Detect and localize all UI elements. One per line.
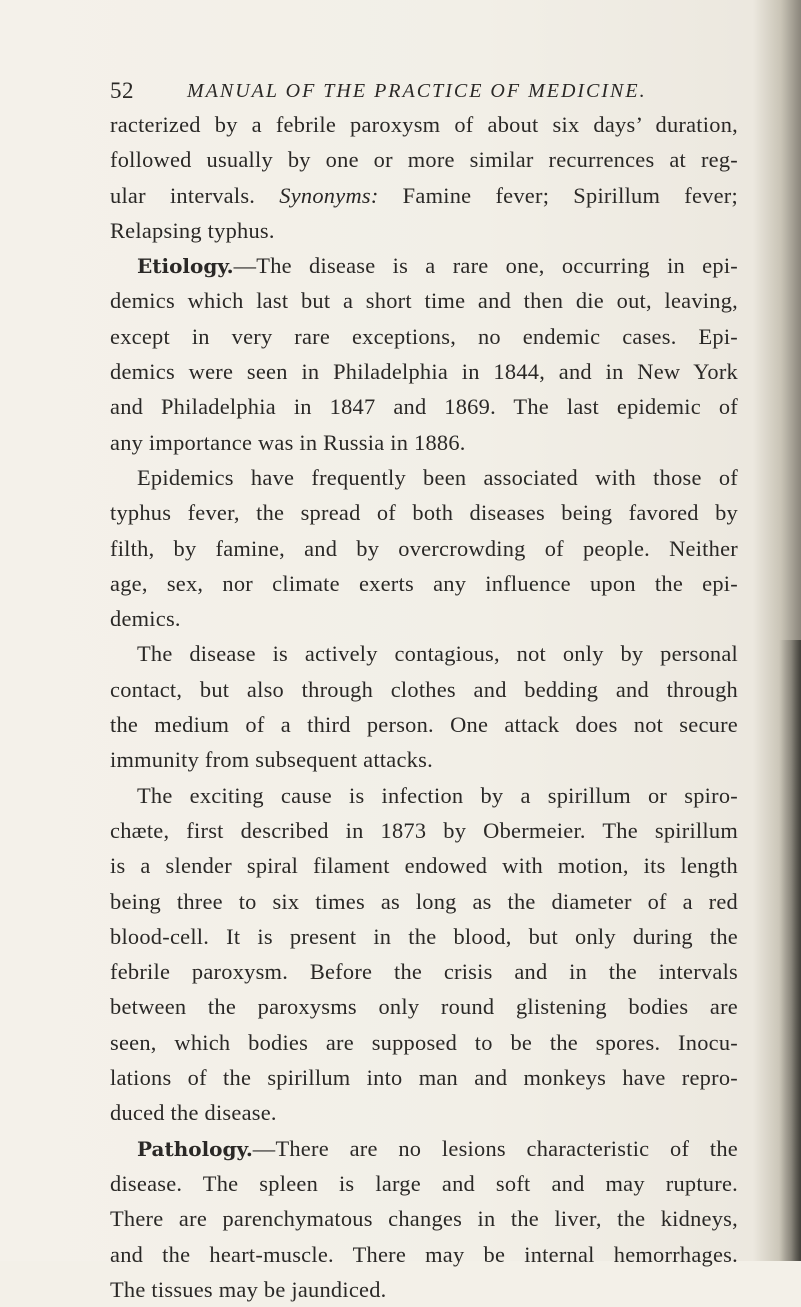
text-line: age, sex, nor climate exerts any influence upon the epi- bbox=[110, 570, 738, 596]
page-number: 52 bbox=[110, 78, 134, 103]
text-line bbox=[110, 1131, 738, 1166]
text-line: disease. The spleen is large and soft and may rupture. bbox=[110, 1170, 738, 1196]
text-line bbox=[110, 248, 738, 283]
text-line: demics were seen in Philadelphia in 1844, and in New York bbox=[110, 359, 738, 385]
text-line: filth, by famine, and by overcrowding of people. Neither bbox=[110, 535, 738, 561]
text-line: seen, which bodies are supposed to be the spores. Inocu- bbox=[110, 1029, 738, 1055]
synonyms-label: Synonyms: bbox=[279, 182, 379, 208]
pathology-heading: Pathology. bbox=[137, 1136, 253, 1161]
text-line: racterized by a febrile paroxysm of about six days’ duration, bbox=[110, 112, 738, 137]
text-line: duced the disease. bbox=[110, 1100, 277, 1126]
text-line: There are parenchymatous changes in the liver, the kidneys, bbox=[110, 1206, 738, 1232]
text-line: immunity from subsequent attacks. bbox=[110, 747, 433, 773]
text-line: being three to six times as long as the diameter of a red bbox=[110, 888, 738, 914]
text-line: except in very rare exceptions, no endemic cases. Epi- bbox=[110, 323, 738, 349]
text-line: followed usually by one or more similar recurrences at reg- bbox=[110, 147, 738, 173]
text-line bbox=[110, 178, 738, 213]
text-line: and Philadelphia in 1847 and 1869. The last epidemic of bbox=[110, 394, 738, 420]
text-line: and the heart-muscle. There may be internal hemorrhages. bbox=[110, 1241, 738, 1267]
text-line: chæte, first described in 1873 by Obermeier. The spirillum bbox=[110, 817, 738, 843]
text-line: The tissues may be jaundiced. bbox=[110, 1276, 387, 1302]
text-line: lations of the spirillum into man and monkeys have repro- bbox=[110, 1065, 738, 1091]
text-line: febrile paroxysm. Before the crisis and in the intervals bbox=[110, 959, 738, 985]
text-line: typhus fever, the spread of both diseases being favored by bbox=[110, 500, 738, 526]
text-line: contact, but also through clothes and bedding and through bbox=[110, 676, 738, 702]
text-line: any importance was in Russia in 1886. bbox=[110, 429, 466, 455]
text-line: demics. bbox=[110, 606, 181, 632]
text-run: —The disease is a rare one, occurring in epi- bbox=[233, 253, 738, 279]
text-line: Relapsing typhus. bbox=[110, 217, 275, 243]
text-line: demics which last but a short time and then die out, leaving, bbox=[110, 288, 738, 314]
text-line: is a slender spiral filament endowed with motion, its length bbox=[110, 853, 738, 879]
text-line: Epidemics have frequently been associated with those of bbox=[137, 464, 738, 490]
page-edge-shadow bbox=[779, 640, 801, 1261]
running-head bbox=[110, 78, 690, 110]
text-run: ular intervals. bbox=[110, 182, 256, 208]
text-line: blood-cell. It is present in the blood, but only during the bbox=[110, 923, 738, 949]
text-run: —There are no lesions characteristic of the bbox=[252, 1135, 738, 1161]
body-text bbox=[110, 107, 738, 1307]
text-line: between the paroxysms only round glistening bodies are bbox=[110, 994, 738, 1020]
text-line: The exciting cause is infection by a spirillum or spiro- bbox=[137, 782, 738, 808]
text-line: The disease is actively contagious, not only by personal bbox=[137, 641, 738, 667]
running-title: MANUAL OF THE PRACTICE OF MEDICINE. bbox=[187, 80, 647, 102]
text-line: the medium of a third person. One attack does not secure bbox=[110, 712, 738, 738]
text-run: Famine fever; Spirillum fever; bbox=[402, 182, 738, 208]
etiology-heading: Etiology. bbox=[137, 254, 234, 279]
